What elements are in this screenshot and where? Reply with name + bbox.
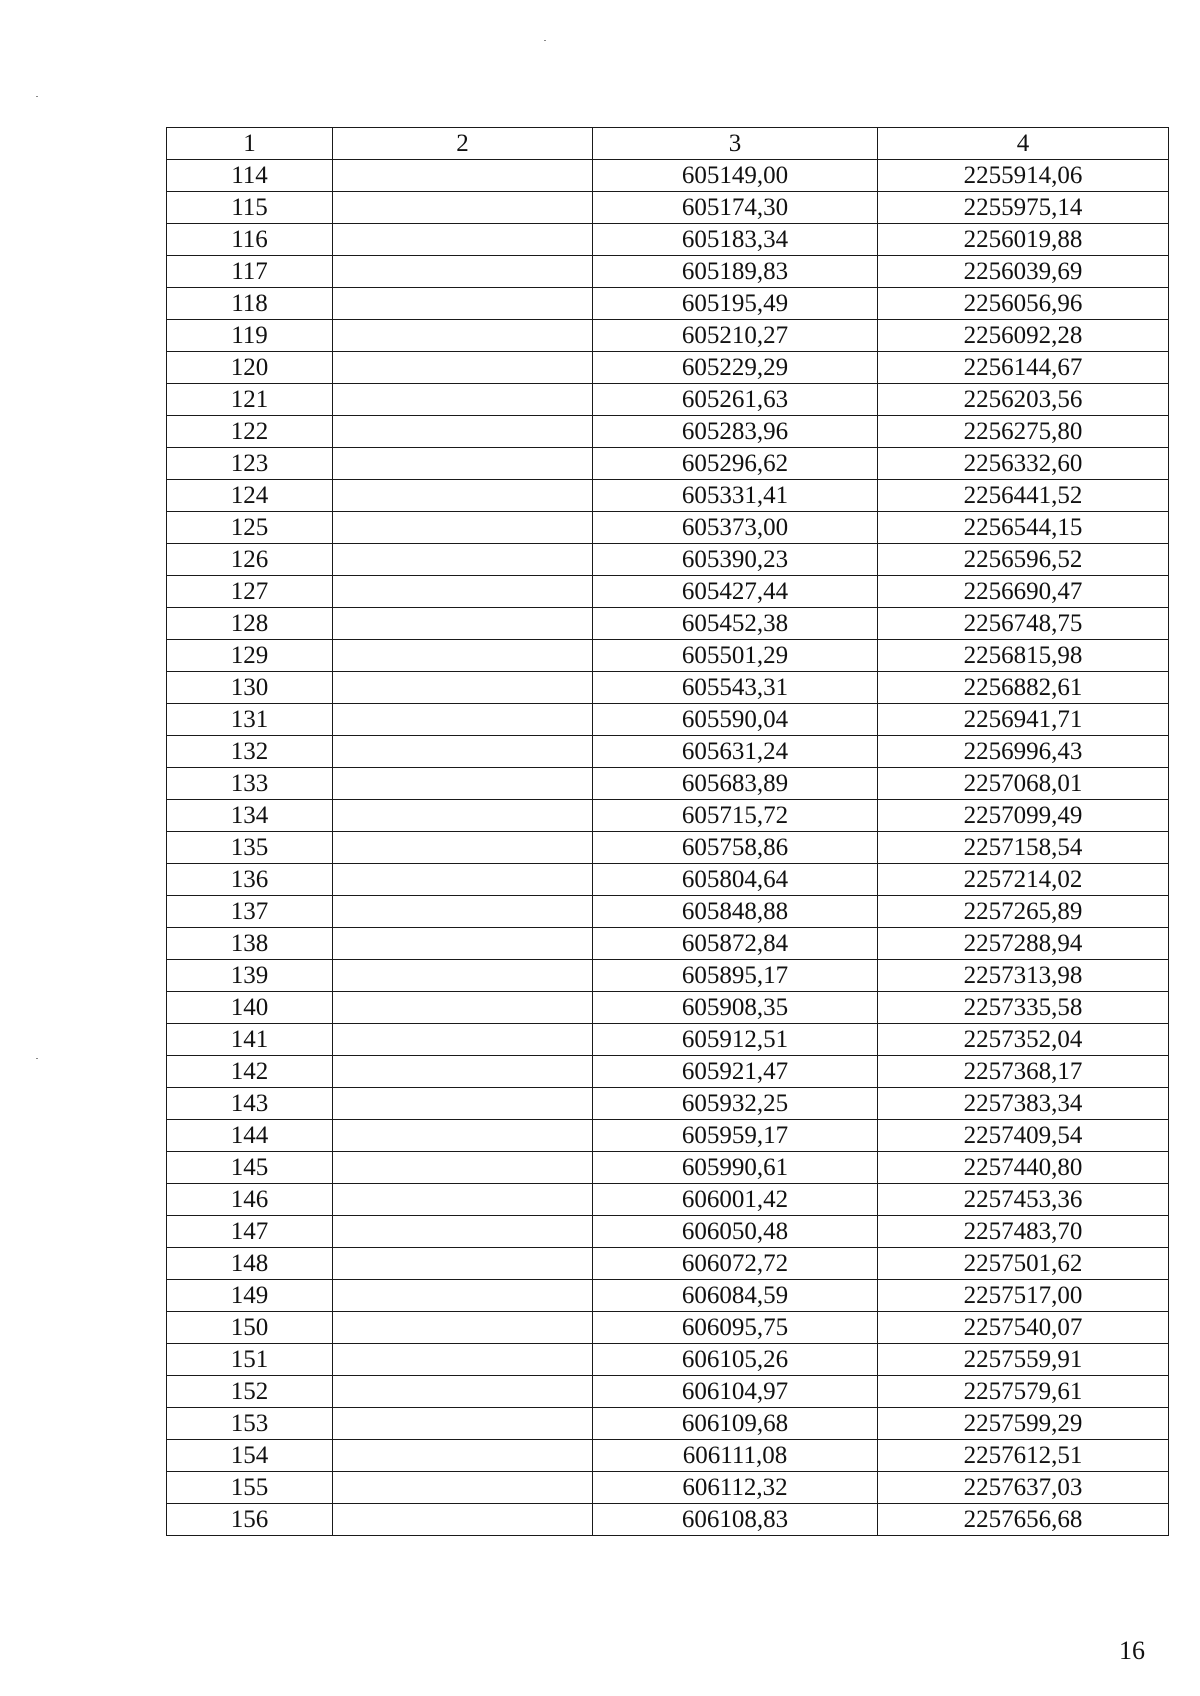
table-row (167, 1440, 1169, 1472)
coordinate-x-cell: 605895,17 (593, 960, 878, 992)
point-number-cell: 141 (167, 1024, 333, 1056)
column-2-cell (333, 352, 593, 384)
point-number-cell: 132 (167, 736, 333, 768)
column-2-cell (333, 928, 593, 960)
table-row (167, 1280, 1169, 1312)
coordinate-x-cell: 606001,42 (593, 1184, 878, 1216)
coordinate-y-cell: 2257099,49 (878, 800, 1169, 832)
coordinate-x-cell: 605912,51 (593, 1024, 878, 1056)
coordinate-y-cell: 2256748,75 (878, 608, 1169, 640)
table-row (167, 1344, 1169, 1376)
point-number-cell: 115 (167, 192, 333, 224)
scan-speck (544, 40, 546, 41)
coordinate-y-cell: 2256441,52 (878, 480, 1169, 512)
point-number-cell: 128 (167, 608, 333, 640)
column-header-3: 3 (593, 128, 878, 160)
coordinate-x-cell: 606112,32 (593, 1472, 878, 1504)
column-2-cell (333, 1216, 593, 1248)
point-number-cell: 138 (167, 928, 333, 960)
coordinate-x-cell: 605990,61 (593, 1152, 878, 1184)
coordinate-y-cell: 2256332,60 (878, 448, 1169, 480)
coordinate-y-cell: 2256019,88 (878, 224, 1169, 256)
point-number-cell: 126 (167, 544, 333, 576)
point-number-cell: 127 (167, 576, 333, 608)
coordinate-x-cell: 605543,31 (593, 672, 878, 704)
coordinate-x-cell: 605959,17 (593, 1120, 878, 1152)
table-row (167, 1248, 1169, 1280)
table-row (167, 1184, 1169, 1216)
coordinate-y-cell: 2256882,61 (878, 672, 1169, 704)
coordinate-x-cell: 606105,26 (593, 1344, 878, 1376)
column-2-cell (333, 608, 593, 640)
table-row (167, 384, 1169, 416)
column-2-cell (333, 768, 593, 800)
column-2-cell (333, 1312, 593, 1344)
column-2-cell (333, 736, 593, 768)
coordinate-y-cell: 2257483,70 (878, 1216, 1169, 1248)
table-body (167, 160, 1169, 1536)
table-row (167, 928, 1169, 960)
coordinate-y-cell: 2257335,58 (878, 992, 1169, 1024)
column-2-cell (333, 1152, 593, 1184)
table-row (167, 1376, 1169, 1408)
column-2-cell (333, 448, 593, 480)
table-row (167, 800, 1169, 832)
table-row (167, 192, 1169, 224)
column-2-cell (333, 1504, 593, 1536)
column-2-cell (333, 512, 593, 544)
column-2-cell (333, 1024, 593, 1056)
column-2-cell (333, 1056, 593, 1088)
column-2-cell (333, 1472, 593, 1504)
point-number-cell: 153 (167, 1408, 333, 1440)
coordinate-x-cell: 605373,00 (593, 512, 878, 544)
coordinate-x-cell: 606095,75 (593, 1312, 878, 1344)
column-2-cell (333, 960, 593, 992)
coordinate-y-cell: 2257313,98 (878, 960, 1169, 992)
coordinate-y-cell: 2257599,29 (878, 1408, 1169, 1440)
point-number-cell: 148 (167, 1248, 333, 1280)
table-row (167, 1120, 1169, 1152)
column-2-cell (333, 800, 593, 832)
table-row (167, 640, 1169, 672)
column-2-cell (333, 1088, 593, 1120)
coordinate-y-cell: 2257517,00 (878, 1280, 1169, 1312)
table-row (167, 1312, 1169, 1344)
coordinate-y-cell: 2257352,04 (878, 1024, 1169, 1056)
coordinate-y-cell: 2257288,94 (878, 928, 1169, 960)
coordinate-x-cell: 605848,88 (593, 896, 878, 928)
point-number-cell: 151 (167, 1344, 333, 1376)
column-2-cell (333, 704, 593, 736)
coordinate-x-cell: 606072,72 (593, 1248, 878, 1280)
column-2-cell (333, 320, 593, 352)
coordinate-y-cell: 2256941,71 (878, 704, 1169, 736)
column-2-cell (333, 1344, 593, 1376)
coordinate-x-cell: 606084,59 (593, 1280, 878, 1312)
table-row (167, 1504, 1169, 1536)
coordinate-y-cell: 2256690,47 (878, 576, 1169, 608)
coordinate-y-cell: 2257265,89 (878, 896, 1169, 928)
coordinate-y-cell: 2257440,80 (878, 1152, 1169, 1184)
column-2-cell (333, 1376, 593, 1408)
column-2-cell (333, 864, 593, 896)
coordinate-y-cell: 2257453,36 (878, 1184, 1169, 1216)
column-2-cell (333, 384, 593, 416)
point-number-cell: 131 (167, 704, 333, 736)
table-row (167, 992, 1169, 1024)
coordinate-x-cell: 605390,23 (593, 544, 878, 576)
coordinate-x-cell: 605804,64 (593, 864, 878, 896)
coordinate-y-cell: 2256596,52 (878, 544, 1169, 576)
coordinate-x-cell: 605872,84 (593, 928, 878, 960)
table-header-row (167, 128, 1169, 160)
point-number-cell: 133 (167, 768, 333, 800)
coordinate-x-cell: 606109,68 (593, 1408, 878, 1440)
column-2-cell (333, 1280, 593, 1312)
table-row (167, 1472, 1169, 1504)
point-number-cell: 129 (167, 640, 333, 672)
coordinate-y-cell: 2257368,17 (878, 1056, 1169, 1088)
table-row (167, 1088, 1169, 1120)
point-number-cell: 135 (167, 832, 333, 864)
table-row (167, 608, 1169, 640)
table-row (167, 768, 1169, 800)
column-2-cell (333, 1440, 593, 1472)
point-number-cell: 121 (167, 384, 333, 416)
point-number-cell: 124 (167, 480, 333, 512)
coordinate-x-cell: 605149,00 (593, 160, 878, 192)
coordinate-y-cell: 2257637,03 (878, 1472, 1169, 1504)
table-row (167, 448, 1169, 480)
table-row (167, 256, 1169, 288)
column-2-cell (333, 416, 593, 448)
coordinate-y-cell: 2255914,06 (878, 160, 1169, 192)
column-2-cell (333, 1248, 593, 1280)
table-row (167, 288, 1169, 320)
table-row (167, 832, 1169, 864)
coordinate-x-cell: 605932,25 (593, 1088, 878, 1120)
column-2-cell (333, 288, 593, 320)
column-header-1: 1 (167, 128, 333, 160)
coordinates-table (166, 127, 1169, 1536)
column-2-cell (333, 576, 593, 608)
coordinate-x-cell: 605631,24 (593, 736, 878, 768)
table-row (167, 1024, 1169, 1056)
column-2-cell (333, 224, 593, 256)
coordinate-y-cell: 2257559,91 (878, 1344, 1169, 1376)
coordinate-x-cell: 605921,47 (593, 1056, 878, 1088)
column-2-cell (333, 672, 593, 704)
coordinate-x-cell: 605331,41 (593, 480, 878, 512)
coordinate-x-cell: 605452,38 (593, 608, 878, 640)
column-2-cell (333, 1408, 593, 1440)
column-2-cell (333, 640, 593, 672)
point-number-cell: 122 (167, 416, 333, 448)
coordinate-x-cell: 605296,62 (593, 448, 878, 480)
coordinate-x-cell: 605501,29 (593, 640, 878, 672)
point-number-cell: 146 (167, 1184, 333, 1216)
point-number-cell: 117 (167, 256, 333, 288)
column-2-cell (333, 896, 593, 928)
coordinate-x-cell: 605229,29 (593, 352, 878, 384)
table-row (167, 352, 1169, 384)
coordinate-y-cell: 2255975,14 (878, 192, 1169, 224)
coordinate-y-cell: 2256039,69 (878, 256, 1169, 288)
point-number-cell: 140 (167, 992, 333, 1024)
point-number-cell: 134 (167, 800, 333, 832)
point-number-cell: 154 (167, 1440, 333, 1472)
scan-speck (36, 96, 38, 97)
coordinate-x-cell: 605427,44 (593, 576, 878, 608)
point-number-cell: 137 (167, 896, 333, 928)
point-number-cell: 144 (167, 1120, 333, 1152)
coordinate-x-cell: 606111,08 (593, 1440, 878, 1472)
point-number-cell: 152 (167, 1376, 333, 1408)
table-row (167, 960, 1169, 992)
coordinate-x-cell: 605183,34 (593, 224, 878, 256)
coordinate-y-cell: 2256056,96 (878, 288, 1169, 320)
column-2-cell (333, 992, 593, 1024)
coordinate-y-cell: 2257214,02 (878, 864, 1169, 896)
point-number-cell: 155 (167, 1472, 333, 1504)
table-row (167, 576, 1169, 608)
point-number-cell: 145 (167, 1152, 333, 1184)
table-row (167, 1216, 1169, 1248)
point-number-cell: 120 (167, 352, 333, 384)
table-row (167, 704, 1169, 736)
column-2-cell (333, 1120, 593, 1152)
coordinate-y-cell: 2257068,01 (878, 768, 1169, 800)
coordinate-x-cell: 605210,27 (593, 320, 878, 352)
coordinate-x-cell: 606050,48 (593, 1216, 878, 1248)
coordinate-y-cell: 2256092,28 (878, 320, 1169, 352)
column-2-cell (333, 480, 593, 512)
coordinate-x-cell: 605715,72 (593, 800, 878, 832)
coordinate-y-cell: 2256203,56 (878, 384, 1169, 416)
column-2-cell (333, 192, 593, 224)
coordinate-y-cell: 2257409,54 (878, 1120, 1169, 1152)
point-number-cell: 125 (167, 512, 333, 544)
table-row (167, 736, 1169, 768)
table-row (167, 512, 1169, 544)
point-number-cell: 147 (167, 1216, 333, 1248)
point-number-cell: 130 (167, 672, 333, 704)
coordinate-y-cell: 2256275,80 (878, 416, 1169, 448)
point-number-cell: 149 (167, 1280, 333, 1312)
coordinate-x-cell: 605590,04 (593, 704, 878, 736)
coordinate-x-cell: 605189,83 (593, 256, 878, 288)
coordinate-y-cell: 2256815,98 (878, 640, 1169, 672)
coordinate-x-cell: 606108,83 (593, 1504, 878, 1536)
column-2-cell (333, 1184, 593, 1216)
column-2-cell (333, 832, 593, 864)
table-row (167, 1408, 1169, 1440)
table-row (167, 896, 1169, 928)
table-row (167, 672, 1169, 704)
page-number: 16 (1119, 1636, 1145, 1665)
coordinate-y-cell: 2256996,43 (878, 736, 1169, 768)
table-row (167, 480, 1169, 512)
table-row (167, 1056, 1169, 1088)
point-number-cell: 150 (167, 1312, 333, 1344)
coordinate-y-cell: 2257383,34 (878, 1088, 1169, 1120)
table-row (167, 320, 1169, 352)
coordinate-y-cell: 2257656,68 (878, 1504, 1169, 1536)
point-number-cell: 118 (167, 288, 333, 320)
coordinate-y-cell: 2257540,07 (878, 1312, 1169, 1344)
table-row (167, 544, 1169, 576)
coordinate-x-cell: 605283,96 (593, 416, 878, 448)
point-number-cell: 116 (167, 224, 333, 256)
point-number-cell: 156 (167, 1504, 333, 1536)
point-number-cell: 142 (167, 1056, 333, 1088)
table-row (167, 160, 1169, 192)
coordinate-y-cell: 2256544,15 (878, 512, 1169, 544)
coordinate-x-cell: 605261,63 (593, 384, 878, 416)
coordinate-y-cell: 2257579,61 (878, 1376, 1169, 1408)
point-number-cell: 123 (167, 448, 333, 480)
coordinate-x-cell: 605908,35 (593, 992, 878, 1024)
point-number-cell: 119 (167, 320, 333, 352)
table-row (167, 224, 1169, 256)
coordinate-x-cell: 606104,97 (593, 1376, 878, 1408)
coordinate-x-cell: 605195,49 (593, 288, 878, 320)
scan-speck (36, 1058, 38, 1059)
column-header-4: 4 (878, 128, 1169, 160)
point-number-cell: 114 (167, 160, 333, 192)
table-row (167, 1152, 1169, 1184)
table-row (167, 416, 1169, 448)
table-row (167, 864, 1169, 896)
column-header-2: 2 (333, 128, 593, 160)
coordinate-y-cell: 2257501,62 (878, 1248, 1169, 1280)
coordinate-x-cell: 605174,30 (593, 192, 878, 224)
column-2-cell (333, 256, 593, 288)
coordinate-y-cell: 2257158,54 (878, 832, 1169, 864)
column-2-cell (333, 544, 593, 576)
coordinate-x-cell: 605758,86 (593, 832, 878, 864)
point-number-cell: 139 (167, 960, 333, 992)
point-number-cell: 143 (167, 1088, 333, 1120)
coordinate-x-cell: 605683,89 (593, 768, 878, 800)
column-2-cell (333, 160, 593, 192)
coordinate-y-cell: 2256144,67 (878, 352, 1169, 384)
point-number-cell: 136 (167, 864, 333, 896)
coordinate-y-cell: 2257612,51 (878, 1440, 1169, 1472)
